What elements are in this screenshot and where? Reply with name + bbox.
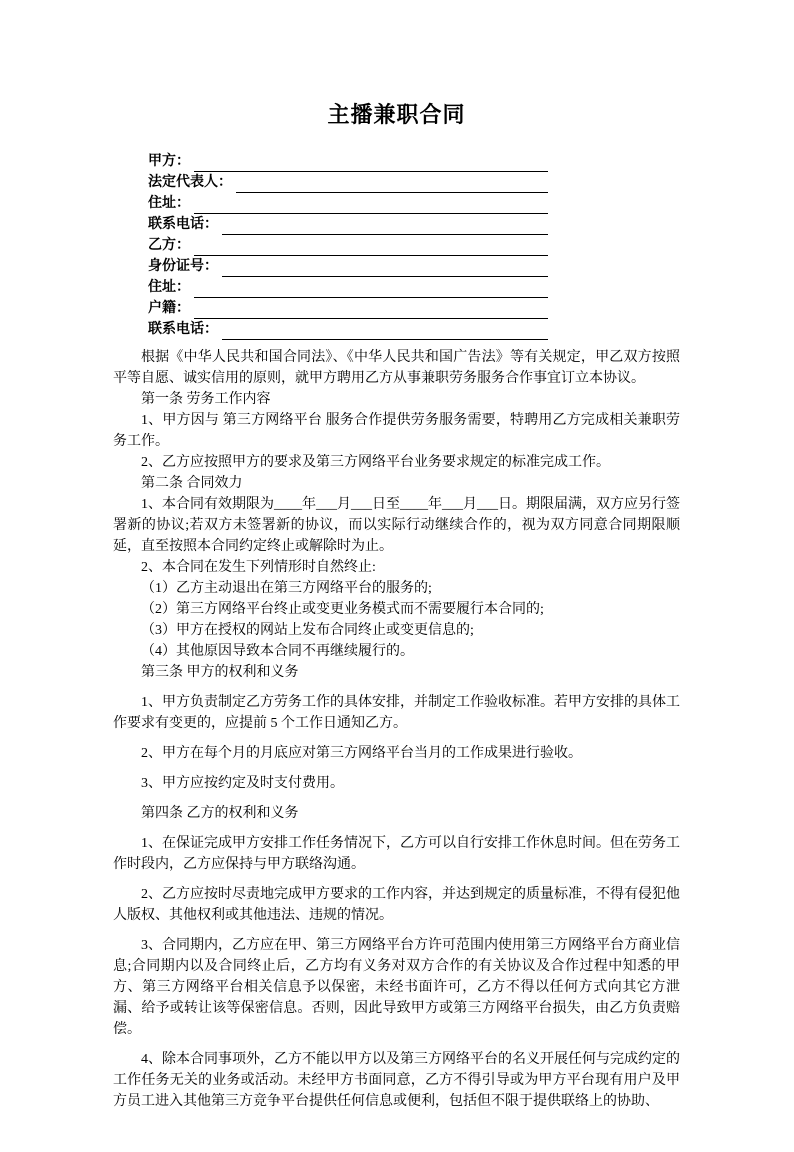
heading-article-3: 第三条 甲方的权利和义务 <box>141 665 299 680</box>
heading-article-1: 第一条 劳务工作内容 <box>141 392 271 407</box>
heading-article-4: 第四条 乙方的权利和义务 <box>141 806 299 821</box>
article2-item2: 2、本合同在发生下列情形时自然终止: <box>141 560 376 575</box>
article4-item1: 1、在保证完成甲方安排工作任务情况下，乙方可以自行安排工作休息时间。但在劳务工作时段内，乙方应保持与甲方联络沟通。 <box>113 836 680 872</box>
article3-item2: 2、甲方在每个月的月底应对第三方网络平台当月的工作成果进行验收。 <box>141 746 582 761</box>
field-blank-line <box>222 321 548 340</box>
contract-body <box>113 347 680 1112</box>
article2-item1: 1、本合同有效期限为____年___月___日至____年___月___日。期限届满，双方应另行签署新的协议;若双方未签署新的协议，而以实际行动继续合作的，视为双方同意合同期限顺延，直至按照本合同约定终止或解除时为止。 <box>113 497 680 554</box>
field-blank-line <box>222 258 548 277</box>
article4-item2: 2、乙方应按时尽责地完成甲方要求的工作内容，并达到规定的质量标准，不得有侵犯他人版权、其他权利或其他违法、违规的情况。 <box>113 887 680 923</box>
article2-item2-sub3: （3）甲方在授权的网站上发布合同终止或变更信息的; <box>141 623 474 638</box>
field-label-party-a: 甲方： <box>148 154 190 169</box>
article2-item2-sub4: （4）其他原因导致本合同不再继续履行的。 <box>141 644 414 659</box>
heading-article-2: 第二条 合同效力 <box>141 476 243 491</box>
form-field-id-number <box>148 256 548 277</box>
article2-item2-sub2: （2）第三方网络平台终止或变更业务模式而不需要履行本合同的; <box>141 602 544 617</box>
form-field-legal-representative <box>148 172 548 193</box>
field-blank-line <box>236 174 548 193</box>
field-blank-line <box>194 237 548 256</box>
field-label-legal-representative: 法定代表人： <box>148 175 232 190</box>
form-field-household-registration <box>148 298 548 319</box>
field-label-phone-a: 联系电话： <box>148 217 218 232</box>
field-blank-line <box>222 216 548 235</box>
form-field-address-b <box>148 277 548 298</box>
article3-item1: 1、甲方负责制定乙方劳务工作的具体安排，并制定工作验收标准。若甲方安排的具体工作要求有变更的，应提前 5 个工作日通知乙方。 <box>113 695 680 731</box>
form-field-phone-b <box>148 319 548 340</box>
field-blank-line <box>194 195 548 214</box>
field-blank-line <box>194 153 548 172</box>
article1-item1: 1、甲方因与 第三方网络平台 服务合作提供劳务服务需要，特聘用乙方完成相关兼职劳务工作。 <box>113 413 680 449</box>
form-field-party-a <box>148 151 548 172</box>
article4-item4: 4、除本合同事项外，乙方不能以甲方以及第三方网络平台的名义开展任何与完成约定的工作任务无关的业务或活动。未经甲方书面同意，乙方不得引导或为甲方平台现有用户及甲方员工进入其他第三方竞争平台提供任何信息或便利，包括但不限于提供联络上的协助、 <box>113 1052 680 1109</box>
field-label-id-number: 身份证号： <box>148 259 218 274</box>
contract-parties-form <box>148 151 548 340</box>
field-label-party-b: 乙方： <box>148 238 190 253</box>
field-label-address-a: 住址： <box>148 196 190 211</box>
article3-item3: 3、甲方应按约定及时支付费用。 <box>141 776 344 791</box>
field-blank-line <box>194 279 548 298</box>
document-title: 主播兼职合同 <box>327 102 466 127</box>
field-blank-line <box>194 300 548 319</box>
field-label-household-registration: 户籍： <box>148 301 190 316</box>
field-label-address-b: 住址： <box>148 280 190 295</box>
field-label-phone-b: 联系电话： <box>148 322 218 337</box>
opening-paragraph: 根据《中华人民共和国合同法》、《中华人民共和国广告法》等有关规定，甲乙双方按照平等自愿、诚实信用的原则，就甲方聘用乙方从事兼职劳务服务合作事宜订立本协议。 <box>113 350 680 386</box>
article4-item3: 3、合同期内，乙方应在甲、第三方网络平台方许可范围内使用第三方网络平台方商业信息;合同期内以及合同终止后，乙方均有义务对双方合作的有关协议及合作过程中知悉的甲方、第三方网络平台相关信息予以保密，未经书面许可，乙方不得以任何方式向其它方泄漏、给予或转让该等保密信息。否则，因此导致甲方或第三方网络平台损失，由乙方负责赔偿。 <box>113 938 680 1037</box>
form-field-party-b <box>148 235 548 256</box>
form-field-address-a <box>148 193 548 214</box>
article2-item2-sub1: （1）乙方主动退出在第三方网络平台的服务的; <box>141 581 432 596</box>
article1-item2: 2、乙方应按照甲方的要求及第三方网络平台业务要求规定的标准完成工作。 <box>141 455 610 470</box>
form-field-phone-a <box>148 214 548 235</box>
